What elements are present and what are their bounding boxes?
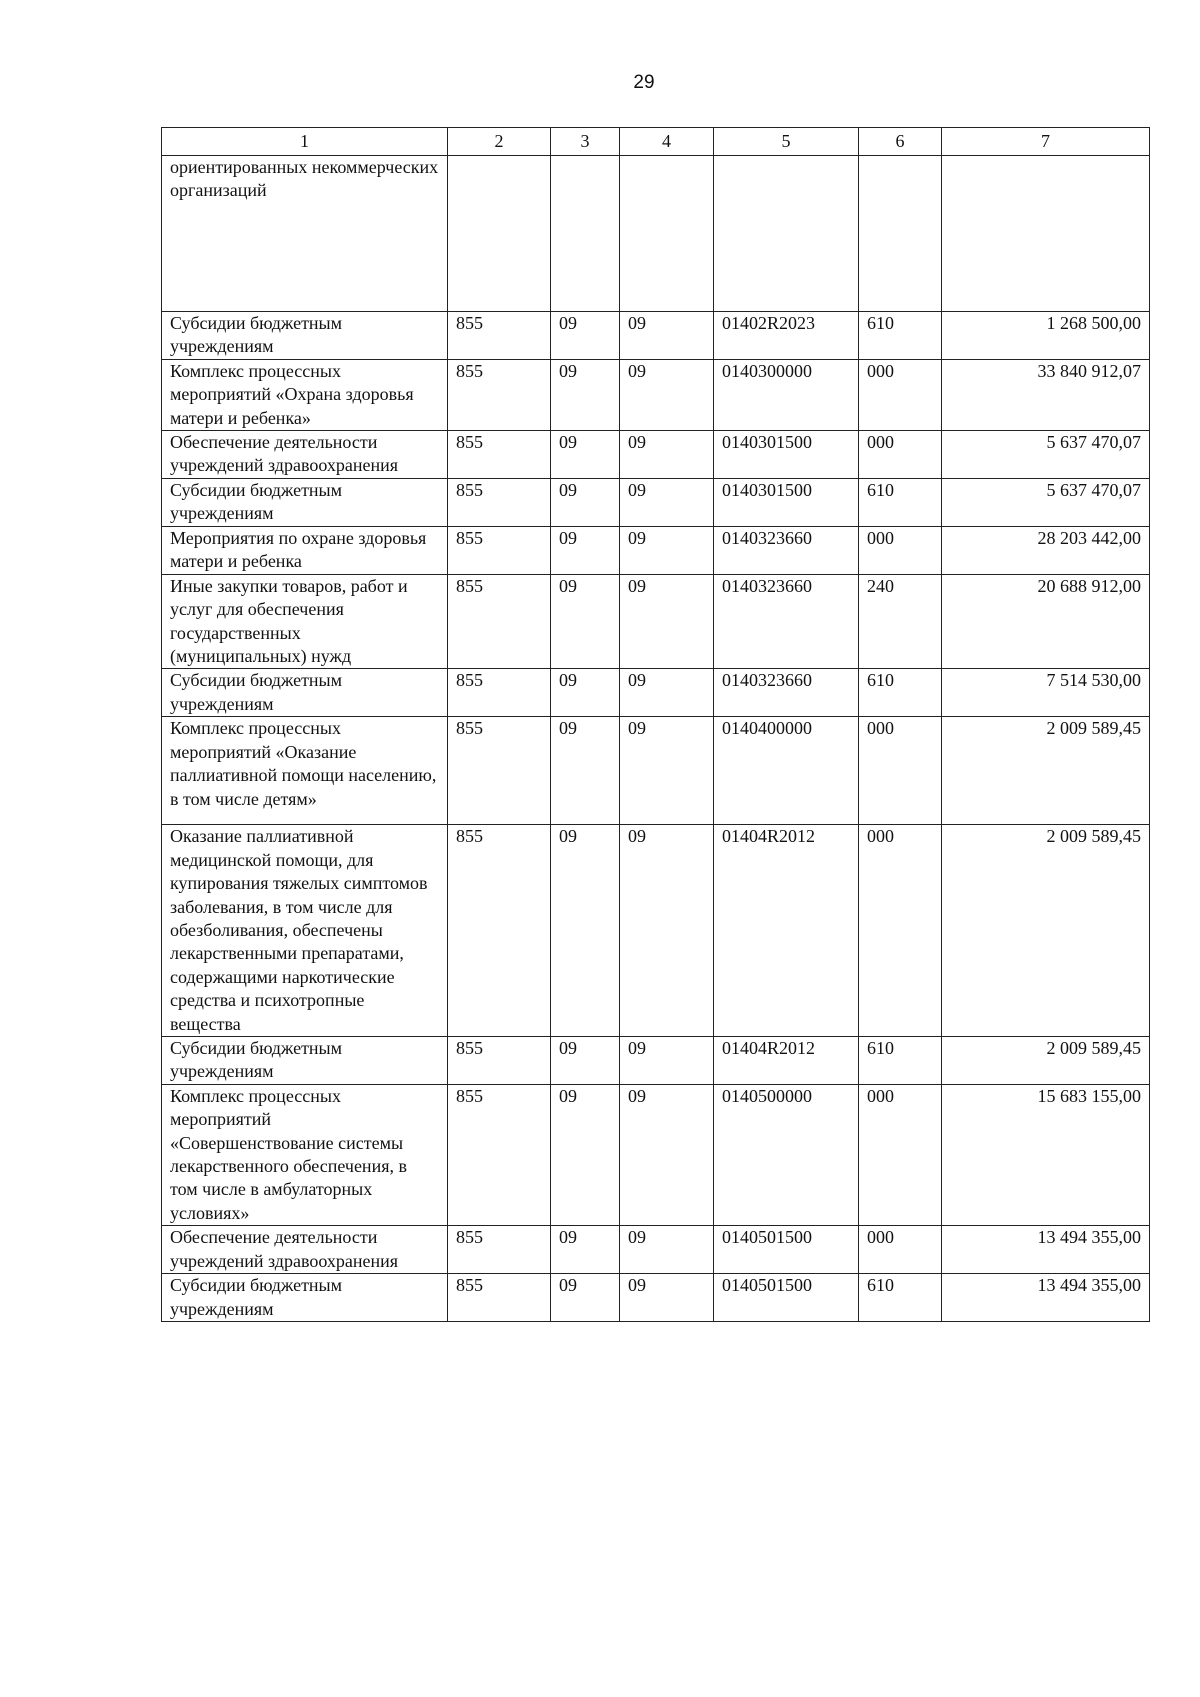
table-row [162,431,1150,479]
agency-code-cell [448,156,551,312]
agency-code-cell: 855 [448,1226,551,1274]
row-name-cell: Обеспечение деятельности учреждений здравоохранения [162,1226,448,1274]
section-cell [551,156,620,312]
row-name-cell: Иные закупки товаров, работ и услуг для обеспечения государственных (муниципальных) нужд [162,574,448,669]
column-header: 1 [162,128,448,156]
section-cell: 09 [551,1036,620,1084]
amount-cell [942,156,1150,312]
amount-cell: 5 637 470,07 [942,431,1150,479]
page-number: 29 [633,72,655,93]
amount-cell: 7 514 530,00 [942,669,1150,717]
row-name-cell: Мероприятия по охране здоровья матери и ребенка [162,526,448,574]
row-name-cell: Комплекс процессных мероприятий «Оказание паллиативной помощи населению, в том числе детям» [162,717,448,825]
row-name-cell: Комплекс процессных мероприятий «Совершенствование системы лекарственного обеспечения, в том числе в амбулаторных условиях» [162,1084,448,1225]
subsection-cell: 09 [620,526,714,574]
target-article-cell: 0140323660 [714,574,859,669]
table-row [162,717,1150,825]
expense-type-cell: 000 [859,1226,942,1274]
agency-code-cell: 855 [448,431,551,479]
section-cell: 09 [551,431,620,479]
agency-code-cell: 855 [448,359,551,430]
table-row [162,526,1150,574]
subsection-cell: 09 [620,1274,714,1322]
agency-code-cell: 855 [448,574,551,669]
target-article-cell: 0140301500 [714,431,859,479]
agency-code-cell: 855 [448,1036,551,1084]
column-header: 3 [551,128,620,156]
agency-code-cell: 855 [448,1084,551,1225]
target-article-cell: 0140323660 [714,526,859,574]
agency-code-cell: 855 [448,312,551,360]
column-header: 2 [448,128,551,156]
table-row [162,825,1150,1037]
target-article-cell: 01404R2012 [714,825,859,1037]
target-article-cell: 01404R2012 [714,1036,859,1084]
section-cell: 09 [551,526,620,574]
amount-cell: 2 009 589,45 [942,717,1150,825]
subsection-cell: 09 [620,669,714,717]
amount-cell: 1 268 500,00 [942,312,1150,360]
agency-code-cell: 855 [448,526,551,574]
expense-type-cell: 610 [859,669,942,717]
amount-cell: 13 494 355,00 [942,1226,1150,1274]
section-cell: 09 [551,717,620,825]
amount-cell: 15 683 155,00 [942,1084,1150,1225]
target-article-cell: 01402R2023 [714,312,859,360]
amount-cell: 2 009 589,45 [942,825,1150,1037]
agency-code-cell: 855 [448,1274,551,1322]
agency-code-cell: 855 [448,825,551,1037]
column-header: 4 [620,128,714,156]
row-name-cell: Субсидии бюджетным учреждениям [162,1274,448,1322]
expense-type-cell: 240 [859,574,942,669]
column-header: 6 [859,128,942,156]
row-name-cell: Субсидии бюджетным учреждениям [162,479,448,527]
target-article-cell: 0140400000 [714,717,859,825]
subsection-cell [620,156,714,312]
table-row [162,312,1150,360]
subsection-cell: 09 [620,574,714,669]
table-row [162,156,1150,312]
expense-type-cell: 000 [859,431,942,479]
expense-type-cell: 000 [859,359,942,430]
row-name-cell: Субсидии бюджетным учреждениям [162,312,448,360]
section-cell: 09 [551,1084,620,1225]
section-cell: 09 [551,479,620,527]
table-body [162,156,1150,1322]
target-article-cell: 0140300000 [714,359,859,430]
section-cell: 09 [551,825,620,1037]
table-row [162,1274,1150,1322]
amount-cell: 2 009 589,45 [942,1036,1150,1084]
section-cell: 09 [551,359,620,430]
table-row [162,479,1150,527]
row-name-cell: Комплекс процессных мероприятий «Охрана здоровья матери и ребенка» [162,359,448,430]
row-name-cell: Субсидии бюджетным учреждениям [162,669,448,717]
subsection-cell: 09 [620,479,714,527]
expense-type-cell: 610 [859,1036,942,1084]
agency-code-cell: 855 [448,669,551,717]
section-cell: 09 [551,1274,620,1322]
expense-type-cell: 000 [859,526,942,574]
table-row [162,574,1150,669]
subsection-cell: 09 [620,312,714,360]
section-cell: 09 [551,669,620,717]
row-name-cell: Обеспечение деятельности учреждений здравоохранения [162,431,448,479]
expense-type-cell: 610 [859,312,942,360]
subsection-cell: 09 [620,1226,714,1274]
subsection-cell: 09 [620,1036,714,1084]
table-header-row [162,128,1150,156]
row-name-cell: ориентированных некоммерческих организаций [162,156,448,312]
subsection-cell: 09 [620,717,714,825]
table-row [162,1036,1150,1084]
target-article-cell: 0140500000 [714,1084,859,1225]
table-row [162,1226,1150,1274]
amount-cell: 33 840 912,07 [942,359,1150,430]
subsection-cell: 09 [620,1084,714,1225]
expense-type-cell [859,156,942,312]
amount-cell: 28 203 442,00 [942,526,1150,574]
table-row [162,1084,1150,1225]
amount-cell: 5 637 470,07 [942,479,1150,527]
section-cell: 09 [551,1226,620,1274]
subsection-cell: 09 [620,431,714,479]
expense-type-cell: 610 [859,1274,942,1322]
amount-cell: 13 494 355,00 [942,1274,1150,1322]
target-article-cell: 0140301500 [714,479,859,527]
expense-type-cell: 000 [859,1084,942,1225]
expense-type-cell: 000 [859,717,942,825]
section-cell: 09 [551,574,620,669]
section-cell: 09 [551,312,620,360]
target-article-cell: 0140323660 [714,669,859,717]
budget-table [161,127,1150,1322]
subsection-cell: 09 [620,359,714,430]
expense-type-cell: 000 [859,825,942,1037]
target-article-cell [714,156,859,312]
table-row [162,359,1150,430]
target-article-cell: 0140501500 [714,1226,859,1274]
agency-code-cell: 855 [448,717,551,825]
subsection-cell: 09 [620,825,714,1037]
row-name-cell: Субсидии бюджетным учреждениям [162,1036,448,1084]
target-article-cell: 0140501500 [714,1274,859,1322]
agency-code-cell: 855 [448,479,551,527]
expense-type-cell: 610 [859,479,942,527]
amount-cell: 20 688 912,00 [942,574,1150,669]
column-header: 7 [942,128,1150,156]
table-row [162,669,1150,717]
column-header: 5 [714,128,859,156]
row-name-cell: Оказание паллиативной медицинской помощи, для купирования тяжелых симптомов заболевания, в том числе для обезболивания, обеспечены лекарственными препаратами, содержащими наркотические средства и психотропные вещества [162,825,448,1037]
